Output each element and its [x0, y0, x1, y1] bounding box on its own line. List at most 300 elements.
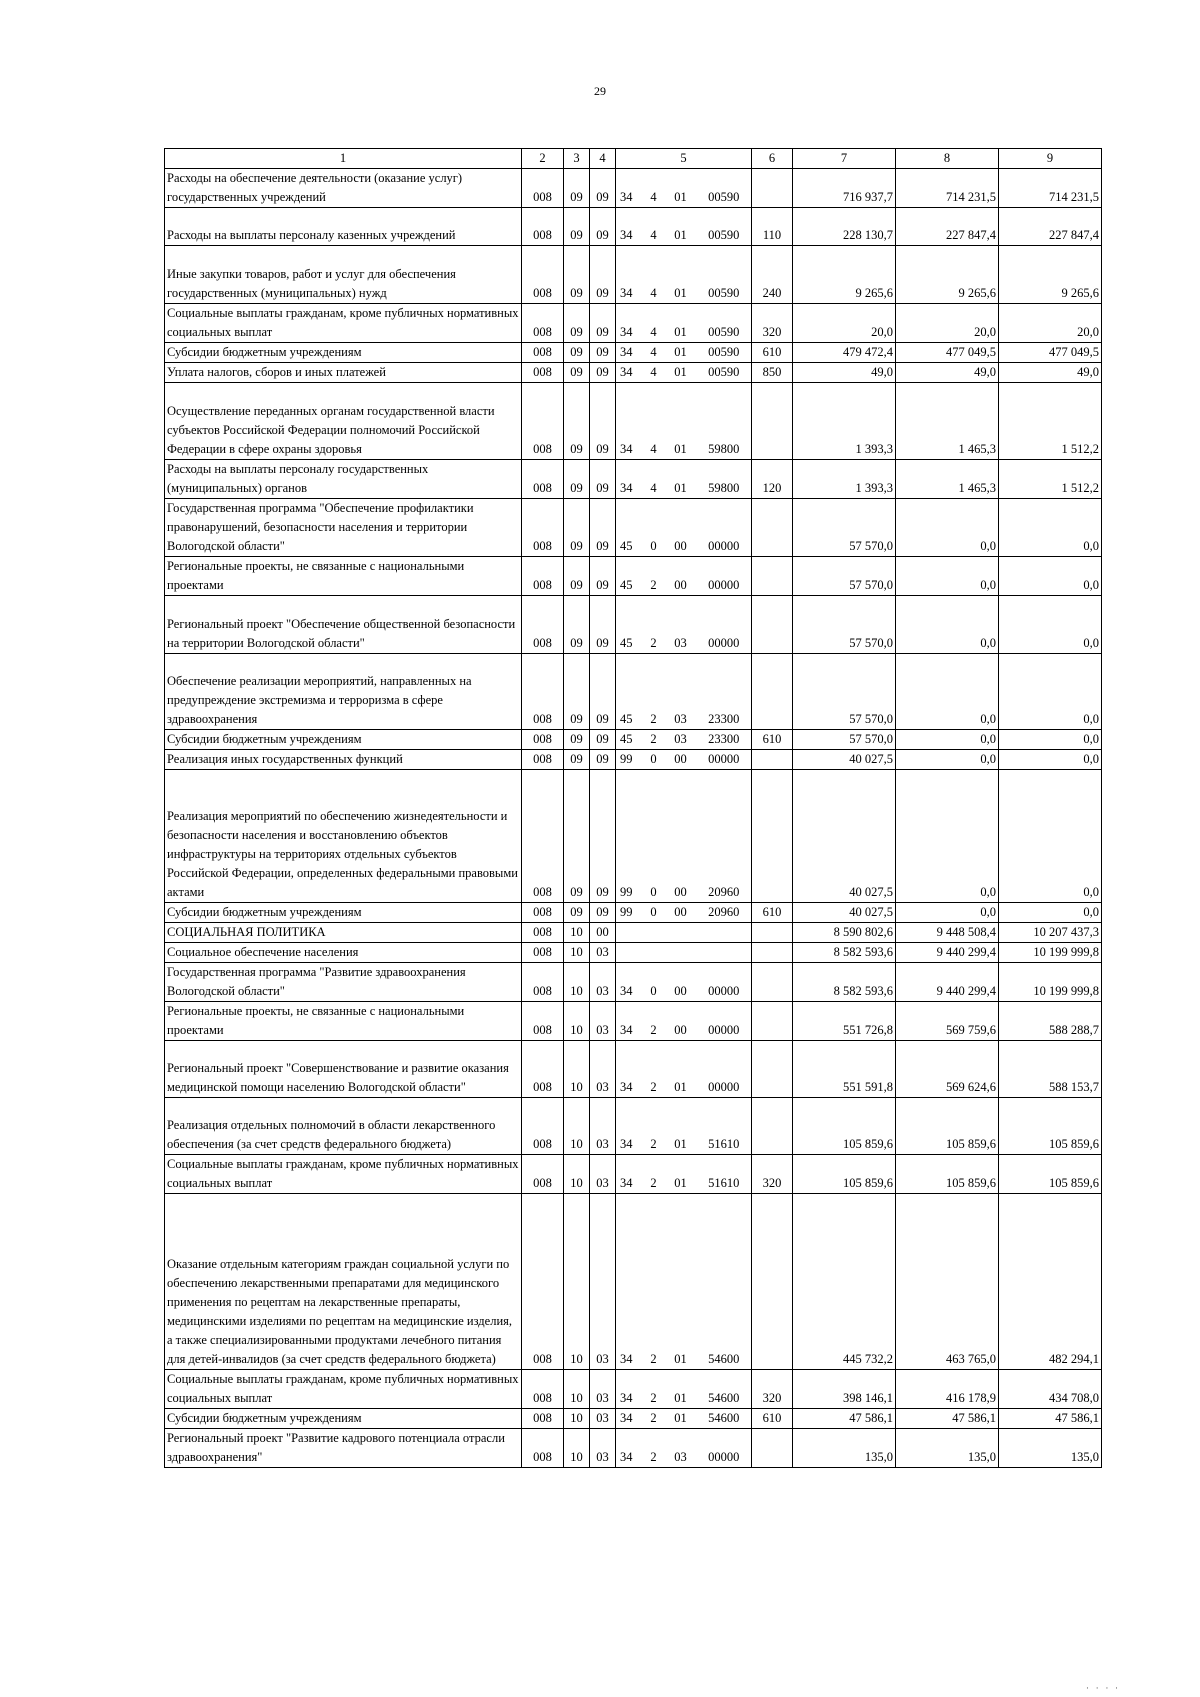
row-name-cell: Субсидии бюджетным учреждениям [165, 730, 522, 750]
row-name-cell: Социальное обеспечение населения [165, 943, 522, 963]
row-s4-cell: 23300 [697, 730, 752, 750]
row-c6-cell [752, 1429, 793, 1468]
row-c3-cell: 09 [564, 246, 590, 304]
row-c4-cell: 03 [590, 1155, 616, 1194]
row-s4-cell: 54600 [697, 1370, 752, 1409]
row-s4-cell: 00000 [697, 750, 752, 770]
row-c4-cell: 09 [590, 770, 616, 903]
row-s2-cell: 0 [643, 499, 665, 557]
table-row [165, 1409, 1102, 1429]
row-c6-cell [752, 169, 793, 208]
row-c6-cell [752, 1194, 793, 1370]
row-s1-cell: 34 [616, 1370, 643, 1409]
row-c4-cell: 09 [590, 903, 616, 923]
row-s1-cell: 34 [616, 169, 643, 208]
row-c8-cell: 0,0 [896, 596, 999, 654]
row-c7-cell: 398 146,1 [793, 1370, 896, 1409]
row-c9-cell: 47 586,1 [999, 1409, 1102, 1429]
row-s3-cell: 03 [665, 654, 697, 730]
row-s3-cell: 01 [665, 363, 697, 383]
row-c7-cell: 8 582 593,6 [793, 963, 896, 1002]
row-s2-cell: 2 [643, 1041, 665, 1098]
row-name-cell: СОЦИАЛЬНАЯ ПОЛИТИКА [165, 923, 522, 943]
row-s4-cell: 59800 [697, 460, 752, 499]
row-s2-cell: 2 [643, 1002, 665, 1041]
row-c2-cell: 008 [522, 246, 564, 304]
row-s1-cell: 34 [616, 246, 643, 304]
row-s2-cell [643, 923, 665, 943]
row-c8-cell: 47 586,1 [896, 1409, 999, 1429]
row-name-cell: Реализация отдельных полномочий в области лекарственного обеспечения (за счет средств федерального бюджета) [165, 1098, 522, 1155]
scan-mark: · · · · [1086, 1684, 1121, 1694]
row-s3-cell: 01 [665, 343, 697, 363]
row-c2-cell: 008 [522, 499, 564, 557]
row-name-cell: Региональный проект "Совершенствование и развитие оказания медицинской помощи населению Вологодской области" [165, 1041, 522, 1098]
row-c6-cell [752, 770, 793, 903]
row-c9-cell: 135,0 [999, 1429, 1102, 1468]
row-c4-cell: 09 [590, 654, 616, 730]
row-c8-cell: 0,0 [896, 730, 999, 750]
row-s2-cell: 4 [643, 246, 665, 304]
row-s1-cell: 45 [616, 654, 643, 730]
row-c2-cell: 008 [522, 169, 564, 208]
table-row [165, 1155, 1102, 1194]
table-row [165, 460, 1102, 499]
row-c8-cell: 105 859,6 [896, 1098, 999, 1155]
row-c7-cell: 40 027,5 [793, 770, 896, 903]
row-c7-cell: 40 027,5 [793, 750, 896, 770]
row-c7-cell: 40 027,5 [793, 903, 896, 923]
row-c9-cell: 105 859,6 [999, 1098, 1102, 1155]
row-s2-cell: 4 [643, 304, 665, 343]
row-s1-cell: 45 [616, 499, 643, 557]
row-c3-cell: 10 [564, 1409, 590, 1429]
row-c4-cell: 03 [590, 1194, 616, 1370]
row-c3-cell: 10 [564, 1194, 590, 1370]
row-s3-cell: 01 [665, 169, 697, 208]
row-c4-cell: 09 [590, 246, 616, 304]
row-c6-cell: 610 [752, 343, 793, 363]
row-s3-cell: 00 [665, 499, 697, 557]
row-s4-cell: 20960 [697, 903, 752, 923]
row-c8-cell: 1 465,3 [896, 460, 999, 499]
row-s3-cell: 01 [665, 304, 697, 343]
row-c3-cell: 09 [564, 383, 590, 460]
table-row [165, 557, 1102, 596]
row-c9-cell: 227 847,4 [999, 208, 1102, 246]
row-s3-cell [665, 923, 697, 943]
row-c4-cell: 09 [590, 208, 616, 246]
row-c6-cell: 120 [752, 460, 793, 499]
row-c2-cell: 008 [522, 1194, 564, 1370]
row-c2-cell: 008 [522, 363, 564, 383]
row-s1-cell: 45 [616, 596, 643, 654]
row-c2-cell: 008 [522, 923, 564, 943]
row-c8-cell: 135,0 [896, 1429, 999, 1468]
row-c7-cell: 20,0 [793, 304, 896, 343]
table-row [165, 304, 1102, 343]
row-c9-cell: 0,0 [999, 750, 1102, 770]
row-c6-cell [752, 1002, 793, 1041]
row-c7-cell: 551 591,8 [793, 1041, 896, 1098]
row-s3-cell: 01 [665, 246, 697, 304]
row-c4-cell: 09 [590, 304, 616, 343]
row-c8-cell: 0,0 [896, 499, 999, 557]
row-c9-cell: 588 153,7 [999, 1041, 1102, 1098]
row-c2-cell: 008 [522, 963, 564, 1002]
row-s3-cell: 00 [665, 903, 697, 923]
row-s4-cell: 00000 [697, 596, 752, 654]
row-name-cell: Социальные выплаты гражданам, кроме публичных нормативных социальных выплат [165, 304, 522, 343]
row-s3-cell: 03 [665, 596, 697, 654]
row-c2-cell: 008 [522, 1098, 564, 1155]
row-s2-cell: 4 [643, 383, 665, 460]
row-c6-cell: 320 [752, 304, 793, 343]
row-c9-cell: 714 231,5 [999, 169, 1102, 208]
row-c7-cell: 57 570,0 [793, 596, 896, 654]
table-row [165, 750, 1102, 770]
row-s2-cell: 2 [643, 1409, 665, 1429]
row-s2-cell: 2 [643, 730, 665, 750]
row-s4-cell [697, 923, 752, 943]
row-c7-cell: 105 859,6 [793, 1098, 896, 1155]
row-c9-cell: 10 207 437,3 [999, 923, 1102, 943]
row-s4-cell [697, 943, 752, 963]
row-c3-cell: 09 [564, 750, 590, 770]
row-s2-cell: 4 [643, 363, 665, 383]
row-s1-cell: 34 [616, 1155, 643, 1194]
row-s2-cell: 4 [643, 343, 665, 363]
row-c4-cell: 03 [590, 1409, 616, 1429]
row-s1-cell: 34 [616, 383, 643, 460]
header-cell: 1 [165, 149, 522, 169]
row-c3-cell: 09 [564, 460, 590, 499]
row-c7-cell: 105 859,6 [793, 1155, 896, 1194]
row-c8-cell: 0,0 [896, 903, 999, 923]
row-c7-cell: 716 937,7 [793, 169, 896, 208]
budget-table [164, 148, 1102, 1468]
row-s1-cell: 99 [616, 750, 643, 770]
row-s3-cell: 00 [665, 750, 697, 770]
row-c2-cell: 008 [522, 654, 564, 730]
row-c3-cell: 10 [564, 923, 590, 943]
row-c6-cell: 320 [752, 1370, 793, 1409]
row-s3-cell: 01 [665, 1155, 697, 1194]
row-s4-cell: 59800 [697, 383, 752, 460]
row-c4-cell: 03 [590, 1429, 616, 1468]
row-c4-cell: 03 [590, 1041, 616, 1098]
table-row [165, 169, 1102, 208]
row-c7-cell: 1 393,3 [793, 460, 896, 499]
row-s3-cell: 03 [665, 730, 697, 750]
row-c8-cell: 1 465,3 [896, 383, 999, 460]
row-c9-cell: 477 049,5 [999, 343, 1102, 363]
table-row [165, 596, 1102, 654]
row-name-cell: Оказание отдельным категориям граждан социальной услуги по обеспечению лекарственными препаратами для медицинского применения по рецептам на лекарственные препараты, медицинскими изделиями по рецептам на медицинские изделия, а также специализированными продуктами лечебного питания для детей-инвалидов (за счет средств федерального бюджета) [165, 1194, 522, 1370]
row-name-cell: Региональные проекты, не связанные с национальными проектами [165, 1002, 522, 1041]
row-c4-cell: 00 [590, 923, 616, 943]
row-name-cell: Государственная программа "Обеспечение профилактики правонарушений, безопасности населения и территории Вологодской области" [165, 499, 522, 557]
row-c3-cell: 10 [564, 1370, 590, 1409]
row-s3-cell: 01 [665, 1041, 697, 1098]
row-c8-cell: 463 765,0 [896, 1194, 999, 1370]
row-c3-cell: 09 [564, 363, 590, 383]
row-c8-cell: 9 440 299,4 [896, 943, 999, 963]
row-name-cell: Субсидии бюджетным учреждениям [165, 1409, 522, 1429]
header-cell: 3 [564, 149, 590, 169]
row-c3-cell: 09 [564, 304, 590, 343]
row-c9-cell: 0,0 [999, 499, 1102, 557]
row-c8-cell: 9 265,6 [896, 246, 999, 304]
row-c2-cell: 008 [522, 750, 564, 770]
row-s2-cell: 2 [643, 1098, 665, 1155]
row-c4-cell: 09 [590, 750, 616, 770]
row-c6-cell [752, 596, 793, 654]
row-s3-cell: 00 [665, 770, 697, 903]
row-name-cell: Субсидии бюджетным учреждениям [165, 343, 522, 363]
row-c4-cell: 09 [590, 169, 616, 208]
row-c7-cell: 57 570,0 [793, 654, 896, 730]
row-s2-cell: 2 [643, 1370, 665, 1409]
row-c9-cell: 49,0 [999, 363, 1102, 383]
header-cell: 2 [522, 149, 564, 169]
row-s2-cell: 0 [643, 750, 665, 770]
row-name-cell: Осуществление переданных органам государственной власти субъектов Российской Федерации полномочий Российской Федерации в сфере охраны здоровья [165, 383, 522, 460]
row-name-cell: Социальные выплаты гражданам, кроме публичных нормативных социальных выплат [165, 1155, 522, 1194]
row-c4-cell: 03 [590, 943, 616, 963]
row-s3-cell: 00 [665, 963, 697, 1002]
row-s4-cell: 00590 [697, 246, 752, 304]
row-s1-cell: 34 [616, 304, 643, 343]
row-c4-cell: 03 [590, 1002, 616, 1041]
table-row [165, 923, 1102, 943]
row-c3-cell: 10 [564, 1002, 590, 1041]
row-c8-cell: 0,0 [896, 750, 999, 770]
row-c3-cell: 09 [564, 903, 590, 923]
table-row [165, 1194, 1102, 1370]
row-c8-cell: 569 759,6 [896, 1002, 999, 1041]
row-s1-cell [616, 923, 643, 943]
row-s2-cell: 2 [643, 654, 665, 730]
header-cell: 4 [590, 149, 616, 169]
row-s2-cell: 2 [643, 557, 665, 596]
row-s2-cell: 4 [643, 208, 665, 246]
row-c4-cell: 09 [590, 363, 616, 383]
row-c9-cell: 434 708,0 [999, 1370, 1102, 1409]
row-name-cell: Обеспечение реализации мероприятий, направленных на предупреждение экстремизма и терроризма в сфере здравоохранения [165, 654, 522, 730]
row-c7-cell: 1 393,3 [793, 383, 896, 460]
header-cell: 5 [616, 149, 752, 169]
row-s1-cell: 34 [616, 963, 643, 1002]
row-s3-cell: 01 [665, 1409, 697, 1429]
row-c6-cell [752, 499, 793, 557]
row-s2-cell: 0 [643, 770, 665, 903]
row-s1-cell: 45 [616, 730, 643, 750]
row-s4-cell: 00000 [697, 963, 752, 1002]
row-c2-cell: 008 [522, 557, 564, 596]
row-s3-cell: 01 [665, 1370, 697, 1409]
row-c6-cell: 320 [752, 1155, 793, 1194]
row-c3-cell: 09 [564, 654, 590, 730]
row-c3-cell: 10 [564, 1098, 590, 1155]
row-c6-cell [752, 750, 793, 770]
row-c9-cell: 0,0 [999, 903, 1102, 923]
row-c2-cell: 008 [522, 1041, 564, 1098]
row-c3-cell: 09 [564, 770, 590, 903]
row-c3-cell: 09 [564, 557, 590, 596]
row-c2-cell: 008 [522, 730, 564, 750]
row-s3-cell: 03 [665, 1429, 697, 1468]
row-c7-cell: 135,0 [793, 1429, 896, 1468]
table-row [165, 903, 1102, 923]
table-row [165, 770, 1102, 903]
table-row [165, 730, 1102, 750]
row-c8-cell: 569 624,6 [896, 1041, 999, 1098]
row-c2-cell: 008 [522, 1155, 564, 1194]
row-s1-cell: 34 [616, 363, 643, 383]
row-s2-cell: 4 [643, 169, 665, 208]
row-c2-cell: 008 [522, 1002, 564, 1041]
row-c3-cell: 10 [564, 963, 590, 1002]
row-c6-cell: 610 [752, 903, 793, 923]
row-s4-cell: 00000 [697, 499, 752, 557]
row-s3-cell: 01 [665, 460, 697, 499]
row-c6-cell: 850 [752, 363, 793, 383]
table-row [165, 1002, 1102, 1041]
row-c7-cell: 228 130,7 [793, 208, 896, 246]
row-c4-cell: 09 [590, 730, 616, 750]
row-c7-cell: 9 265,6 [793, 246, 896, 304]
table-row [165, 1098, 1102, 1155]
row-c4-cell: 03 [590, 1370, 616, 1409]
row-c3-cell: 10 [564, 1429, 590, 1468]
row-s1-cell: 34 [616, 1194, 643, 1370]
row-s3-cell [665, 943, 697, 963]
row-s3-cell: 01 [665, 383, 697, 460]
page-number: 29 [594, 84, 606, 98]
row-c4-cell: 03 [590, 963, 616, 1002]
row-c3-cell: 09 [564, 730, 590, 750]
row-c7-cell: 49,0 [793, 363, 896, 383]
row-c9-cell: 10 199 999,8 [999, 963, 1102, 1002]
row-s4-cell: 23300 [697, 654, 752, 730]
row-c9-cell: 0,0 [999, 557, 1102, 596]
table-row [165, 363, 1102, 383]
row-s1-cell [616, 943, 643, 963]
row-c7-cell: 47 586,1 [793, 1409, 896, 1429]
row-c4-cell: 09 [590, 343, 616, 363]
row-c8-cell: 9 448 508,4 [896, 923, 999, 943]
row-name-cell: Иные закупки товаров, работ и услуг для обеспечения государственных (муниципальных) нужд [165, 246, 522, 304]
row-name-cell: Реализация мероприятий по обеспечению жизнедеятельности и безопасности населения и восстановлению объектов инфраструктуры на территориях отдельных субъектов Российской Федерации, определенных федеральными правовыми актами [165, 770, 522, 903]
row-c4-cell: 09 [590, 499, 616, 557]
row-s4-cell: 51610 [697, 1155, 752, 1194]
table-row [165, 383, 1102, 460]
row-c4-cell: 09 [590, 596, 616, 654]
row-s3-cell: 01 [665, 1194, 697, 1370]
row-c2-cell: 008 [522, 304, 564, 343]
row-s1-cell: 34 [616, 343, 643, 363]
row-s1-cell: 45 [616, 557, 643, 596]
row-s1-cell: 34 [616, 460, 643, 499]
row-s4-cell: 00000 [697, 557, 752, 596]
row-s4-cell: 20960 [697, 770, 752, 903]
row-s2-cell: 2 [643, 1155, 665, 1194]
row-c3-cell: 09 [564, 169, 590, 208]
row-name-cell: Расходы на выплаты персоналу государственных (муниципальных) органов [165, 460, 522, 499]
row-name-cell: Региональный проект "Обеспечение общественной безопасности на территории Вологодской области" [165, 596, 522, 654]
row-c7-cell: 8 590 802,6 [793, 923, 896, 943]
row-c8-cell: 0,0 [896, 557, 999, 596]
row-c7-cell: 57 570,0 [793, 557, 896, 596]
row-c9-cell: 482 294,1 [999, 1194, 1102, 1370]
header-cell: 8 [896, 149, 999, 169]
row-c3-cell: 10 [564, 1041, 590, 1098]
row-c6-cell [752, 923, 793, 943]
row-c9-cell: 588 288,7 [999, 1002, 1102, 1041]
row-s1-cell: 34 [616, 1098, 643, 1155]
row-c9-cell: 0,0 [999, 596, 1102, 654]
row-c8-cell: 105 859,6 [896, 1155, 999, 1194]
row-name-cell: Реализация иных государственных функций [165, 750, 522, 770]
table-header-row [165, 149, 1102, 169]
row-c2-cell: 008 [522, 943, 564, 963]
table-row [165, 1429, 1102, 1468]
row-c6-cell [752, 1098, 793, 1155]
row-name-cell: Региональные проекты, не связанные с национальными проектами [165, 557, 522, 596]
row-c7-cell: 57 570,0 [793, 730, 896, 750]
row-c2-cell: 008 [522, 1429, 564, 1468]
row-name-cell: Расходы на выплаты персоналу казенных учреждений [165, 208, 522, 246]
row-c9-cell: 0,0 [999, 770, 1102, 903]
row-c7-cell: 57 570,0 [793, 499, 896, 557]
row-c2-cell: 008 [522, 383, 564, 460]
row-s3-cell: 01 [665, 208, 697, 246]
row-s4-cell: 54600 [697, 1409, 752, 1429]
row-name-cell: Уплата налогов, сборов и иных платежей [165, 363, 522, 383]
row-s2-cell [643, 943, 665, 963]
row-s4-cell: 00000 [697, 1041, 752, 1098]
row-c7-cell: 551 726,8 [793, 1002, 896, 1041]
row-c9-cell: 105 859,6 [999, 1155, 1102, 1194]
table-row [165, 208, 1102, 246]
table-row [165, 1370, 1102, 1409]
row-s1-cell: 34 [616, 1041, 643, 1098]
header-cell: 9 [999, 149, 1102, 169]
row-s4-cell: 00590 [697, 363, 752, 383]
row-c6-cell [752, 654, 793, 730]
row-c8-cell: 49,0 [896, 363, 999, 383]
row-c9-cell: 9 265,6 [999, 246, 1102, 304]
table-row [165, 654, 1102, 730]
row-c2-cell: 008 [522, 770, 564, 903]
row-s4-cell: 00590 [697, 343, 752, 363]
row-c8-cell: 227 847,4 [896, 208, 999, 246]
row-name-cell: Субсидии бюджетным учреждениям [165, 903, 522, 923]
row-c8-cell: 20,0 [896, 304, 999, 343]
row-c6-cell: 610 [752, 1409, 793, 1429]
row-c9-cell: 0,0 [999, 730, 1102, 750]
row-c9-cell: 1 512,2 [999, 383, 1102, 460]
row-c8-cell: 9 440 299,4 [896, 963, 999, 1002]
row-s1-cell: 34 [616, 1409, 643, 1429]
row-c9-cell: 1 512,2 [999, 460, 1102, 499]
row-s1-cell: 99 [616, 903, 643, 923]
row-c3-cell: 09 [564, 208, 590, 246]
row-c7-cell: 445 732,2 [793, 1194, 896, 1370]
row-c6-cell: 610 [752, 730, 793, 750]
row-c2-cell: 008 [522, 596, 564, 654]
